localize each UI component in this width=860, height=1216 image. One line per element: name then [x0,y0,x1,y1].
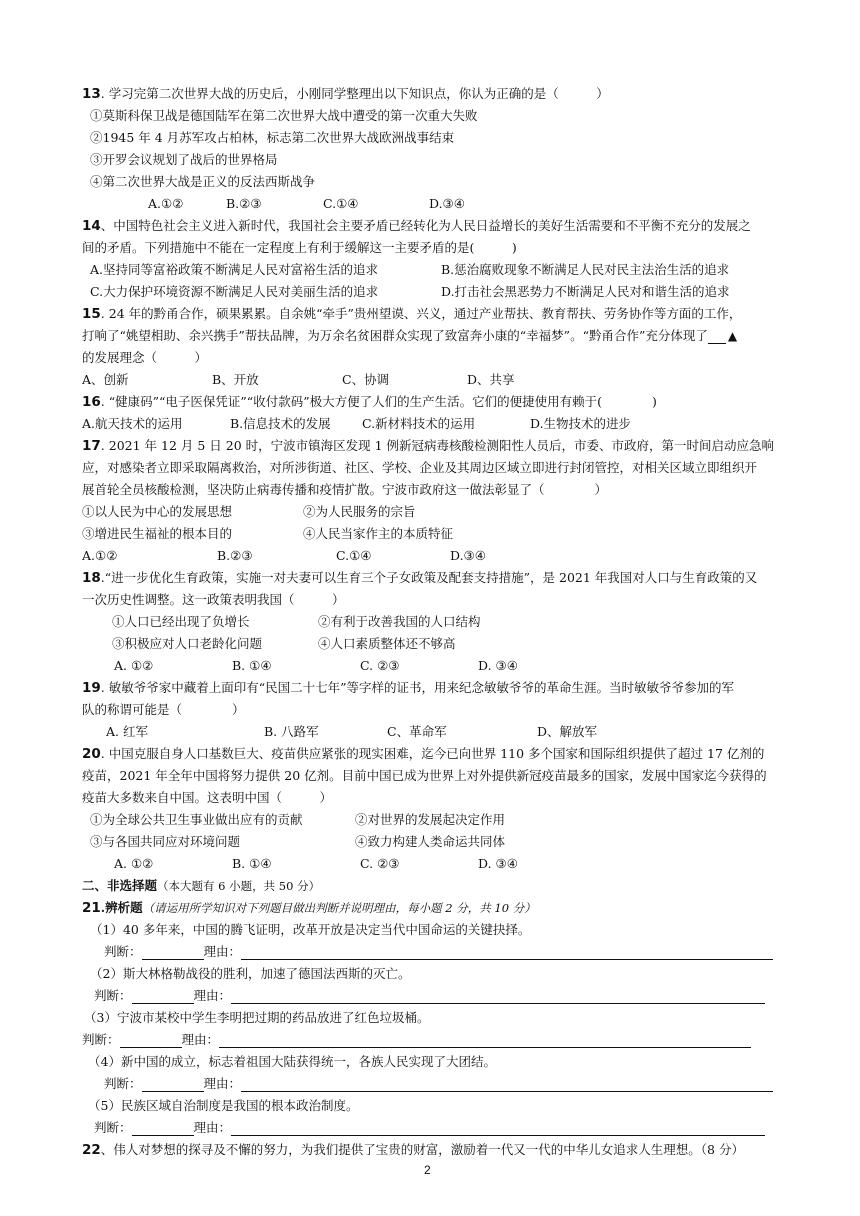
page-number: 2 [424,1163,431,1177]
statement: ②有利于改善我国的人口结构 [318,614,481,629]
judge-blank[interactable] [142,1078,204,1092]
question-22-stem: 22、伟人对梦想的探寻及不懈的努力，为我们提供了宝贵的财富，激励着一代又一代的中华儿女追求人生理想。（8 分） [82,1142,744,1158]
question-13-stem: 13. 学习完第二次世界大战的历史后，小刚同学整理出以下知识点，你认为正确的是（ ） [82,86,609,102]
option-b: B. ①④ [232,658,272,673]
option-c: C、协调 [342,372,390,387]
judge-blank[interactable] [142,946,204,960]
option-a: A.坚持同等富裕政策不断满足人民对富裕生活的追求 [90,262,379,277]
judge-blank[interactable] [120,1034,182,1048]
statement: （1）40 多年来，中国的腾飞证明，改革开放是决定当代中国命运的关键抉择。 [90,922,531,937]
statement: ④致力构建人类命运共同体 [355,834,506,849]
statement: （4）新中国的成立，标志着祖国大陆获得统一，各族人民实现了大团结。 [88,1054,496,1069]
option-b: B.②③ [226,196,262,211]
statement: ③开罗会议规划了战后的世界格局 [90,152,278,167]
question-number: 22 [82,1142,101,1158]
question-number: 20 [82,746,101,762]
answer-blank [708,330,726,344]
option-b: B.信息技术的发展 [230,416,331,431]
option-d: D、解放军 [537,724,598,739]
question-19-stem: 19. 敏敏爷爷家中藏着上面印有“民国二十七年”等字样的证书，用来纪念敏敏爷爷的革命生涯。当时敏敏爷爷参加的军 [82,680,735,696]
statement: （3）宁波市某校中学生李明把过期的药品放进了红色垃圾桶。 [84,1010,430,1025]
statement: （2）斯大林格勒战役的胜利，加速了德国法西斯的灭亡。 [90,966,411,981]
judge-blank[interactable] [132,1122,194,1136]
reason-blank[interactable] [219,1034,751,1048]
question-14-stem: 14、中国特色社会主义进入新时代，我国社会主要矛盾已经转化为人民日益增长的美好生活需要和不平衡不充分的发展之 [82,218,751,234]
answer-line: 判断： 理由： [82,1032,751,1048]
option-c: C.①④ [323,196,359,211]
option-b: B. ①④ [232,856,272,871]
statement: ④人口素质整体还不够高 [318,636,456,651]
option-b: B.②③ [217,548,253,563]
judge-blank[interactable] [132,990,194,1004]
statement: ①以人民为中心的发展思想 [82,504,233,519]
option-c: C、革命军 [387,724,447,739]
answer-line: 判断： 理由： [104,1076,773,1092]
statement: ②对世界的发展起决定作用 [355,812,506,827]
reason-blank[interactable] [231,1122,765,1136]
option-a: A、创新 [82,372,129,387]
answer-line: 判断： 理由： [94,988,765,1004]
option-c: C. ②③ [360,658,400,673]
option-d: D、共享 [467,372,515,387]
question-number: 21 [82,900,101,916]
option-c: C.新材料技术的运用 [362,416,476,431]
question-18-stem-cont: 一次历史性调整。这一政策表明我国（ ） [82,592,345,607]
question-17-stem-cont: 应，对感染者立即采取隔离救治，对所涉街道、社区、学校、企业及其周边区域立即进行封闭管控，对相关区域立即组织开 [82,460,758,475]
question-21-stem: 21.辨析题（请运用所学知识对下列题目做出判断并说明理由，每小题 2 分，共 10 分） [82,900,536,916]
reason-blank[interactable] [241,946,773,960]
question-number: 15 [82,306,101,322]
option-c: C. ②③ [360,856,400,871]
reason-blank[interactable] [231,990,765,1004]
question-17-stem: 17. 2021 年 12 月 5 日 20 时，宁波市镇海区发现 1 例新冠病毒核酸检测阳性人员后，市委、市政府，第一时间启动应急响 [82,438,775,454]
option-d: D.生物技术的进步 [530,416,632,431]
question-number: 18 [82,570,101,586]
question-number: 16 [82,394,101,410]
question-18-stem: 18.“进一步优化生育政策，实施一对夫妻可以生育三个子女政策及配套支持措施”，是 2021 年我国对人口与生育政策的又 [82,570,758,586]
option-d: D. ③④ [478,856,518,871]
question-15-stem-cont: 打响了“姚望相助、余兴携手”帮扶品牌，为万余名贫困群众实现了致富奔小康的“幸福梦”。“黔甬合作”充分体现了 ▲ [82,328,738,343]
blank-marker: ▲ [727,329,738,343]
option-d: D. ③④ [478,658,518,673]
statement: ③增进民生福祉的根本目的 [82,526,233,541]
question-17-stem-end: 展首轮全员核酸检测，坚决防止病毒传播和疫情扩散。宁波市政府这一做法彰显了（ ） [82,482,608,497]
question-16-stem: 16. “健康码”“电子医保凭证”“收付款码”极大方便了人们的生产生活。它们的便捷使用有赖于( ) [82,394,657,410]
question-15-stem-end: 的发展理念（ ） [82,350,208,365]
option-c: C.大力保护环境资源不断满足人民对美丽生活的追求 [90,284,379,299]
statement: ④人民当家作主的本质特征 [303,526,454,541]
option-a: A.①② [82,548,118,563]
option-b: B、开放 [212,372,259,387]
statement: ①为全球公共卫生事业做出应有的贡献 [90,812,303,827]
question-15-stem: 15. 24 年的黔甬合作，硕果累累。自余姚“牵手”贵州望谟、兴义，通过产业帮扶、教育帮扶、劳务协作等方面的工作， [82,306,742,322]
option-a: A.①② [148,196,184,211]
statement: ④第二次世界大战是正义的反法西斯战争 [90,174,316,189]
statement: ①莫斯科保卫战是德国陆军在第二次世界大战中遭受的第一次重大失败 [90,108,478,123]
option-a: A. 红军 [106,724,148,739]
option-d: D.③④ [429,196,465,211]
question-20-stem-cont: 疫苗，2021 年全年中国将努力提供 20 亿剂。目前中国已成为世界上对外提供新冠疫苗最多的国家，发展中国家迄今获得的 [82,768,767,783]
statement: ②1945 年 4 月苏军攻占柏林，标志第二次世界大战欧洲战事结束 [90,130,455,145]
answer-line: 判断： 理由： [94,1120,765,1136]
question-20-stem: 20. 中国克服自身人口基数巨大、疫苗供应紧张的现实困难，迄今已向世界 110 多个国家和国际组织提供了超过 17 亿剂的 [82,746,765,762]
option-a: A. ①② [114,856,154,871]
question-20-stem-end: 疫苗大多数来自中国。这表明中国（ ） [82,790,333,805]
option-b: B. 八路军 [264,724,319,739]
statement: ②为人民服务的宗旨 [303,504,416,519]
statement: ③积极应对人口老龄化问题 [112,636,263,651]
option-d: D.打击社会黑恶势力不断满足人民对和谐生活的追求 [441,284,730,299]
question-number: 19 [82,680,101,696]
question-number: 14 [82,218,101,234]
question-14-stem-cont: 间的矛盾。下列措施中不能在一定程度上有利于缓解这一主要矛盾的是( ) [82,240,517,255]
option-c: C.①④ [336,548,372,563]
option-d: D.③④ [450,548,486,563]
question-number: 13 [82,86,101,102]
reason-blank[interactable] [241,1078,773,1092]
answer-line: 判断： 理由： [104,944,773,960]
statement: ①人口已经出现了负增长 [112,614,250,629]
statement: ③与各国共同应对环境问题 [90,834,241,849]
option-b: B.惩治腐败现象不断满足人民对民主法治生活的追求 [441,262,730,277]
section-heading: 二、非选择题（本大题有 6 小题，共 50 分） [82,878,321,893]
option-a: A.航天技术的运用 [82,416,183,431]
question-number: 17 [82,438,101,454]
statement: （5）民族区域自治制度是我国的根本政治制度。 [88,1098,359,1113]
question-19-stem-cont: 队的称谓可能是（ ） [82,702,245,717]
option-a: A. ①② [114,658,154,673]
